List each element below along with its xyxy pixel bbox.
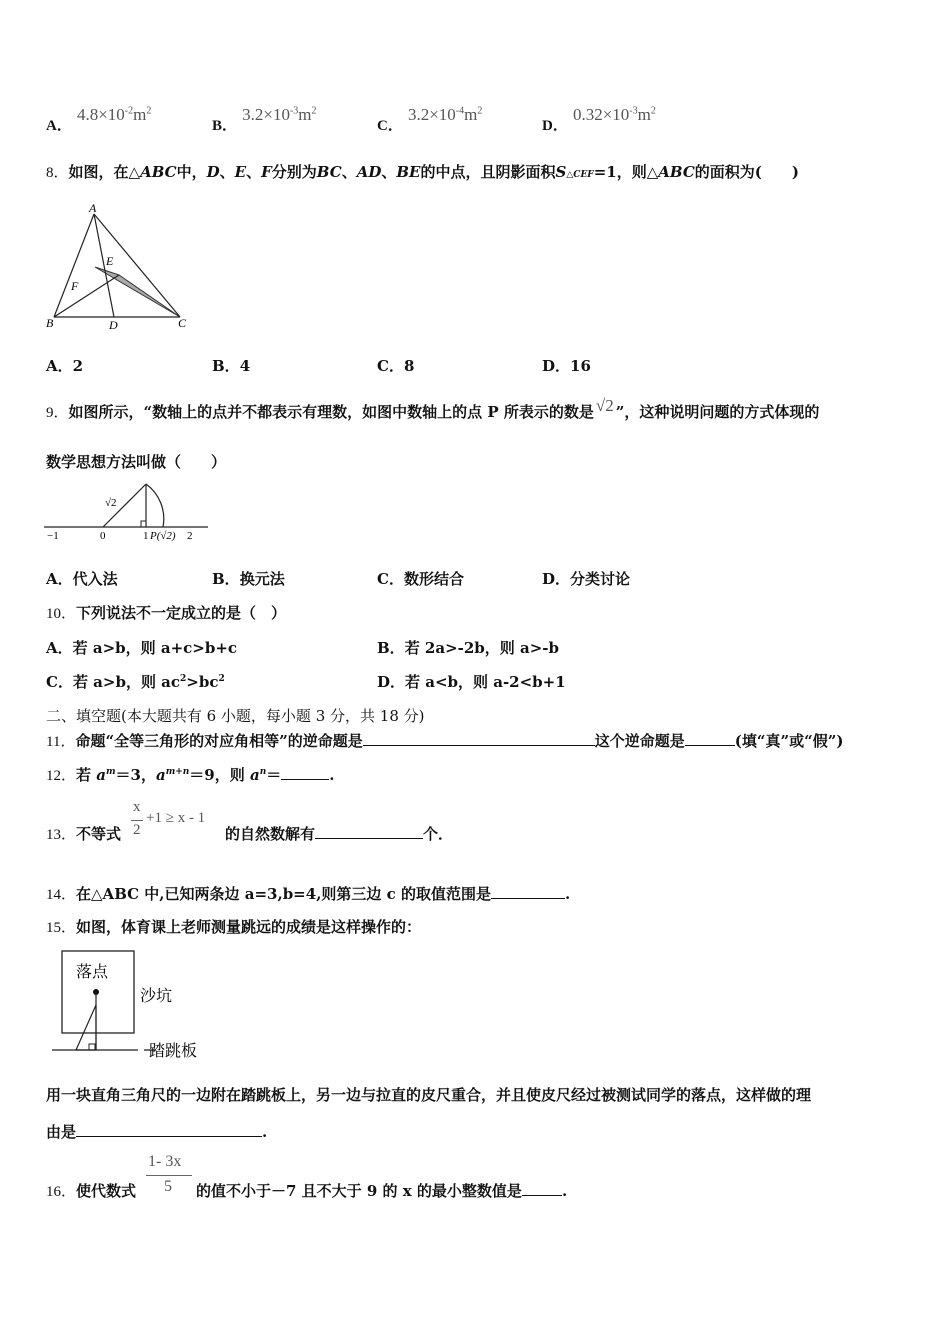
sand-pit-label: 沙坑	[140, 988, 173, 1005]
q16-fraction-denominator: 5	[164, 1178, 172, 1195]
q9-option-c[interactable]: C．数形结合	[377, 570, 464, 588]
q9-option-a[interactable]: A．代入法	[46, 570, 118, 588]
q8-option-a[interactable]: A．2	[46, 357, 84, 375]
label-e: E	[106, 254, 114, 268]
q14-answer-blank[interactable]	[491, 884, 565, 899]
q15-long-jump-figure	[48, 945, 218, 1065]
option-letter: C．	[377, 118, 403, 134]
q11-answer-blank[interactable]	[363, 731, 595, 746]
takeoff-board-label: 踏跳板	[149, 1043, 198, 1060]
tick-label-two: 2	[187, 530, 193, 542]
q12-answer-blank[interactable]	[281, 765, 329, 780]
q16-answer-blank[interactable]	[522, 1181, 562, 1196]
option-letter: B．	[212, 118, 238, 134]
section-2-title: 二、填空题(本大题共有 6 小题，每小题 3 分，共 18 分)	[46, 707, 425, 725]
q16-fraction-bar	[146, 1175, 192, 1176]
q16-fraction-numerator: 1- 3x	[148, 1153, 182, 1170]
label-c: C	[178, 316, 187, 330]
option-value: $4.8\times 10^{-2}m^2$	[76, 105, 152, 124]
q13-stem-right: 的自然数解有 个．	[225, 825, 454, 843]
q10-option-b[interactable]: B．若 2a>-2b，则 a>-b	[377, 639, 560, 657]
q8-stem: 8．如图，在△ABC中，D、E、F分别为BC、AD、BE的中点，且阴影面积S△CEF=1，则△ABC的面积为( )	[46, 163, 799, 181]
label-b: B	[46, 316, 54, 330]
q10-option-c[interactable]: C．若 a>b，则 $ac^2>bc^2$	[46, 673, 225, 691]
q11-truth-blank[interactable]	[685, 731, 735, 746]
q16-stem-left: 16．使代数式	[46, 1182, 137, 1200]
q10-option-a[interactable]: A．若 a>b，则 a+c>b+c	[46, 639, 238, 657]
q9-stem-line2: 数学思想方法叫做（ ）	[46, 453, 227, 471]
tick-label-zero: 0	[100, 530, 106, 542]
tick-label-minus-one: −1	[47, 530, 59, 542]
q15-answer-blank[interactable]	[76, 1122, 262, 1137]
q8-option-b[interactable]: B．4	[212, 357, 251, 375]
q7-option-c[interactable]	[377, 104, 483, 134]
q13-inequality-rest: +1 ≥ x - 1	[146, 810, 206, 826]
q13-fraction-numerator: x	[133, 799, 141, 815]
q16-stem-right: 的值不小于－7 且不大于 9 的 x 的最小整数值是 .	[196, 1182, 568, 1200]
label-a: A	[89, 201, 97, 215]
q9-stem-line1: 9．如图所示，“数轴上的点并不都表示有理数，如图中数轴上的点 P 所表示的数是 √2 ”，这种说明问题的方式体现的	[46, 396, 820, 421]
sqrt2-expression: √2	[595, 396, 614, 415]
q11-stem: 11．命题“全等三角形的对应角相等”的逆命题是 这个逆命题是 (填“真”或“假”)	[46, 732, 844, 750]
option-value: $0.32\times 10^{-3}m^2$	[572, 105, 656, 124]
q7-option-a[interactable]	[46, 104, 152, 134]
q9-number-line-figure	[40, 476, 215, 548]
q15-line2: 用一块直角三角尺的一边附在踏跳板上，另一边与拉直的皮尺重合，并且使皮尺经过被测试同学的落点，这样做的理	[46, 1086, 812, 1104]
q8-triangle-figure	[40, 196, 200, 336]
hypotenuse-label: √2	[105, 497, 117, 509]
point-p-label: P(√2)	[150, 530, 176, 542]
q14-stem: 14．在△ABC 中,已知两条边 a=3,b=4,则第三边 c 的取值范围是 .	[46, 885, 571, 903]
q10-stem: 10．下列说法不一定成立的是（ ）	[46, 604, 287, 622]
q13-fraction-denominator: 2	[133, 822, 141, 838]
q13-stem-left: 13．不等式	[46, 825, 122, 843]
landing-point-label: 落点	[76, 964, 109, 981]
label-d: D	[109, 318, 118, 332]
q13-fraction-bar	[131, 820, 143, 821]
shaded-triangle-cef	[95, 267, 180, 317]
q13-answer-blank[interactable]	[315, 824, 423, 839]
option-value: $3.2\times 10^{-3}m^2$	[242, 105, 317, 124]
q12-stem: 12．若 $a^m=3$，$a^{m+n}=9$，则 $a^n=$ .	[46, 766, 335, 784]
q8-option-d[interactable]: D．16	[542, 357, 591, 375]
q7-option-b[interactable]	[212, 104, 317, 134]
q10-option-d[interactable]: D．若 a<b，则 a-2<b+1	[377, 673, 566, 691]
q9-option-d[interactable]: D．分类讨论	[542, 570, 631, 588]
q15-line3: 由是 .	[46, 1123, 268, 1141]
q7-option-d[interactable]	[542, 104, 656, 134]
option-value: $3.2\times 10^{-4}m^2$	[407, 105, 483, 124]
label-f: F	[71, 279, 79, 293]
set-square-triangle	[76, 1005, 96, 1050]
tick-label-one: 1	[143, 530, 149, 542]
option-letter: A．	[46, 118, 72, 134]
q9-option-b[interactable]: B．换元法	[212, 570, 285, 588]
q15-stem: 15．如图，体育课上老师测量跳远的成绩是这样操作的：	[46, 918, 422, 936]
q8-option-c[interactable]: C．8	[377, 357, 415, 375]
option-letter: D．	[542, 118, 568, 134]
